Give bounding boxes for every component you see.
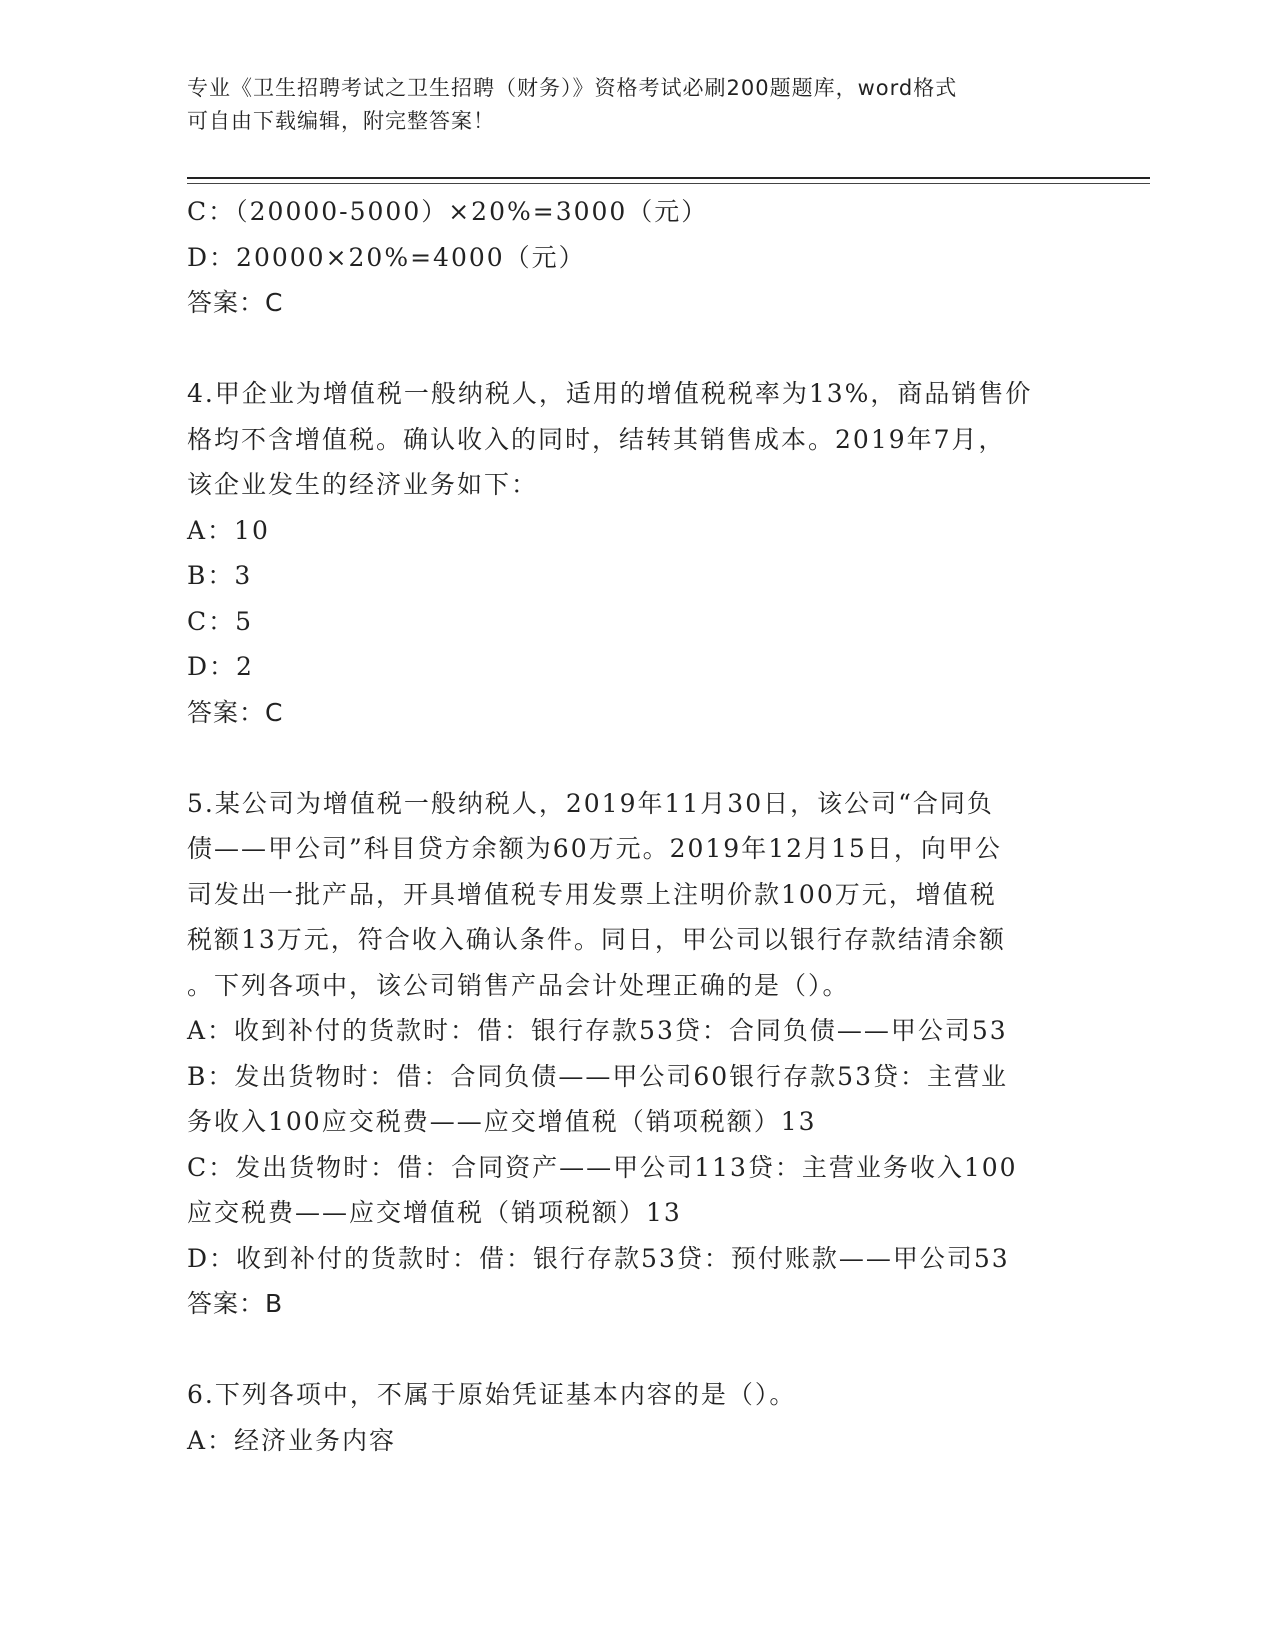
spacer [187, 326, 1087, 372]
spacer [187, 1327, 1087, 1373]
question-3 [187, 189, 1087, 326]
question-stem: 4.甲企业为增值税一般纳税人，适用的增值税税率为13%，商品销售价 [187, 379, 1033, 408]
question-stem: 税额13万元，符合收入确认条件。同日，甲公司以银行存款结清余额 [187, 925, 1006, 954]
option-a: A：经济业务内容 [187, 1425, 397, 1455]
spacer [187, 735, 1087, 781]
header-divider-thick [187, 177, 1150, 179]
option-a: A：10 [187, 515, 270, 545]
header-title-line-2: 可自由下载编辑，附完整答案！ [187, 109, 495, 133]
option-c: 应交税费——应交增值税（销项税额）13 [187, 1198, 682, 1227]
question-stem: 该企业发生的经济业务如下： [187, 470, 539, 499]
question-stem: 债——甲公司”科目贷方余额为60万元。2019年12月15日，向甲公 [187, 834, 1002, 863]
option-d: D：收到补付的货款时：借：银行存款53贷：预付账款——甲公司53 [187, 1243, 1010, 1273]
option-b: B：发出货物时：借：合同负债——甲公司60银行存款53贷：主营业 [187, 1061, 1008, 1091]
answer: 答案：B [187, 1289, 284, 1318]
question-6 [187, 1372, 1087, 1463]
option-c: C：（20000-5000）×20%=3000（元） [187, 197, 709, 226]
question-stem: 5.某公司为增值税一般纳税人，2019年11月30日，该公司“合同负 [187, 788, 994, 818]
page-header [187, 72, 1067, 138]
question-stem: 。下列各项中，该公司销售产品会计处理正确的是（）。 [187, 970, 850, 1000]
header-divider-thin [187, 183, 1150, 184]
option-c: C：发出货物时：借：合同资产——甲公司113贷：主营业务收入100 [187, 1152, 1018, 1182]
option-b: 务收入100应交税费——应交增值税（销项税额）13 [187, 1107, 817, 1136]
question-stem: 司发出一批产品，开具增值税专用发票上注明价款100万元，增值税 [187, 879, 997, 909]
question-stem: 6.下列各项中，不属于原始凭证基本内容的是（）。 [187, 1380, 797, 1409]
answer: 答案：C [187, 697, 284, 727]
option-a: A：收到补付的货款时：借：银行存款53贷：合同负债——甲公司53 [187, 1016, 1008, 1045]
option-d: D：2 [187, 652, 254, 681]
header-title-line-1: 专业《卫生招聘考试之卫生招聘（财务）》资格考试必刷200题题库，word格式 [187, 76, 958, 100]
question-5 [187, 781, 1087, 1327]
option-b: B：3 [187, 561, 253, 590]
question-content [187, 189, 1087, 1463]
answer: 答案：C [187, 288, 284, 317]
option-d: D：20000×20%=4000（元） [187, 242, 586, 272]
option-c: C：5 [187, 606, 254, 636]
question-stem: 格均不含增值税。确认收入的同时，结转其销售成本。2019年7月， [187, 424, 1006, 454]
question-4 [187, 371, 1087, 735]
